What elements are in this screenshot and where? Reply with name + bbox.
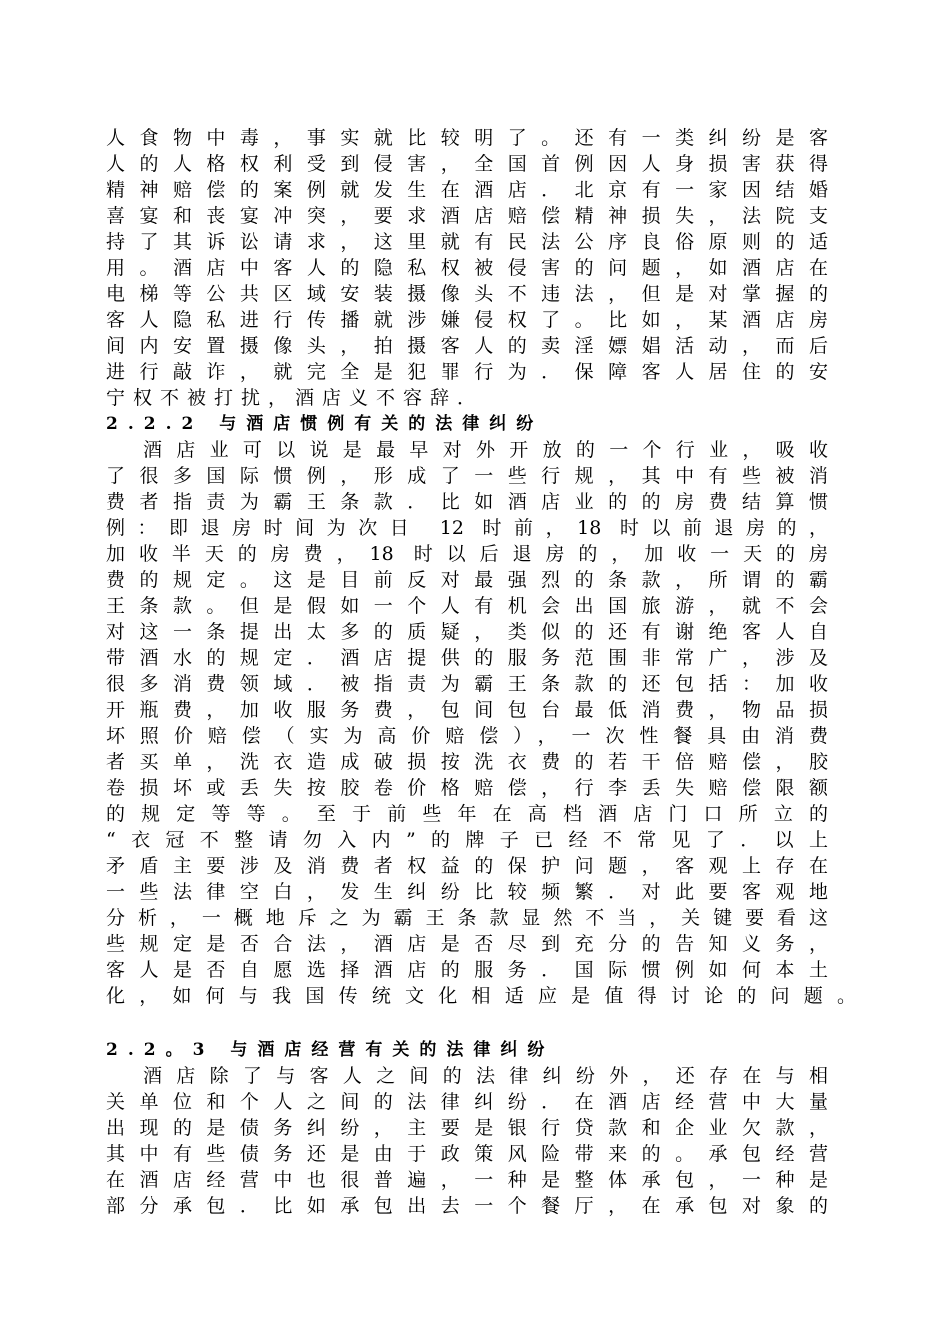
- para2-line-6: 费的规定。这是目前反对最强烈的条款，所谓的霸: [106, 569, 828, 591]
- para3-line-2: 关单位和个人之间的法律纠纷．在酒店经营中大量: [106, 1091, 828, 1113]
- section-heading-2-2-3: 2.2。3 与酒店经营有关的法律纠纷: [106, 1040, 555, 1060]
- para2-line-16: “衣冠不整请勿入内”的牌子已经不常见了．以上: [106, 829, 828, 851]
- para1-line-7: 电梯等公共区域安装摄像头不违法，但是对掌握的: [106, 283, 828, 305]
- para2-line-3: 费者指责为霸王条款．比如酒店业的的房费结算惯: [106, 491, 828, 513]
- para1-line-9: 间内安置摄像头，拍摄客人的卖淫嫖娼活动，而后: [106, 335, 828, 357]
- para3-line-6: 部分承包．比如承包出去一个餐厅，在承包对象的: [106, 1195, 828, 1217]
- para2-line-11: 开瓶费，加收服务费，包间包台最低消费，物品损: [106, 699, 828, 721]
- para1-line-5: 持了其诉讼请求，这里就有民法公序良俗原则的适: [106, 231, 828, 253]
- para1-line-3: 精神赔偿的案例就发生在酒店．北京有一家因结婚: [106, 179, 828, 201]
- para1-line-1: 人食物中毒，事实就比较明了。还有一类纠纷是客: [106, 127, 828, 149]
- para1-line-10: 进行敲诈，就完全是犯罪行为．保障客人居住的安: [106, 361, 828, 383]
- para2-line-8: 对这一条提出太多的质疑，类似的还有谢绝客人自: [106, 621, 828, 643]
- para2-line-7: 王条款。但是假如一个人有机会出国旅游，就不会: [106, 595, 828, 617]
- para2-line-20: 些规定是否合法，酒店是否尽到充分的告知义务，: [106, 933, 828, 955]
- para1-line-11: 宁权不被打扰，酒店义不容辞．: [106, 387, 485, 409]
- para2-line-21: 客人是否自愿选择酒店的服务．国际惯例如何本土: [106, 959, 828, 981]
- para1-line-6: 用。酒店中客人的隐私权被侵害的问题，如酒店在: [106, 257, 828, 279]
- para2-line-10: 很多消费领域．被指责为霸王条款的还包括：加收: [106, 673, 828, 695]
- para2-line-14: 卷损坏或丢失按胶卷价格赔偿，行李丢失赔偿限额: [106, 777, 828, 799]
- para2-line-15: 的规定等等。至于前些年在高档酒店门口所立的: [106, 803, 828, 825]
- para2-line-13: 者买单，洗衣造成破损按洗衣费的若干倍赔偿，胶: [106, 751, 828, 773]
- para2-line-4: 例：即退房时间为次日 12 时前，18 时以前退房的，: [106, 517, 828, 539]
- para3-line-5: 在酒店经营中也很普遍，一种是整体承包，一种是: [106, 1169, 828, 1191]
- para2-line-18: 一些法律空白，发生纠纷比较频繁．对此要客观地: [106, 881, 828, 903]
- para2-line-2: 了很多国际惯例，形成了一些行规，其中有些被消: [106, 465, 828, 487]
- para1-line-2: 人的人格权利受到侵害，全国首例因人身损害获得: [106, 153, 828, 175]
- para3-line-3: 出现的是债务纠纷，主要是银行贷款和企业欠款，: [106, 1117, 828, 1139]
- para2-line-9: 带酒水的规定．酒店提供的服务范围非常广，涉及: [106, 647, 828, 669]
- para2-line-22: 化，如何与我国传统文化相适应是值得讨论的问题。: [106, 985, 856, 1007]
- para2-line-17: 矛盾主要涉及消费者权益的保护问题，客观上存在: [106, 855, 828, 877]
- para2-line-19: 分析，一概地斥之为霸王条款显然不当，关键要看这: [106, 907, 828, 929]
- para1-line-8: 客人隐私进行传播就涉嫌侵权了。比如，某酒店房: [106, 309, 828, 331]
- para2-line-12: 坏照价赔偿（实为高价赔偿），一次性餐具由消费: [106, 725, 828, 747]
- para3-line-4: 其中有些债务还是由于政策风险带来的。承包经营: [106, 1143, 828, 1165]
- para3-line-1: 酒店除了与客人之间的法律纠纷外，还存在与相: [143, 1065, 828, 1087]
- para2-line-5: 加收半天的房费，18 时以后退房的，加收一天的房: [106, 543, 828, 565]
- para2-line-1: 酒店业可以说是最早对外开放的一个行业，吸收: [143, 439, 828, 461]
- section-heading-2-2-2: 2.2.2 与酒店惯例有关的法律纠纷: [106, 414, 544, 434]
- para1-line-4: 喜宴和丧宴冲突，要求酒店赔偿精神损失，法院支: [106, 205, 828, 227]
